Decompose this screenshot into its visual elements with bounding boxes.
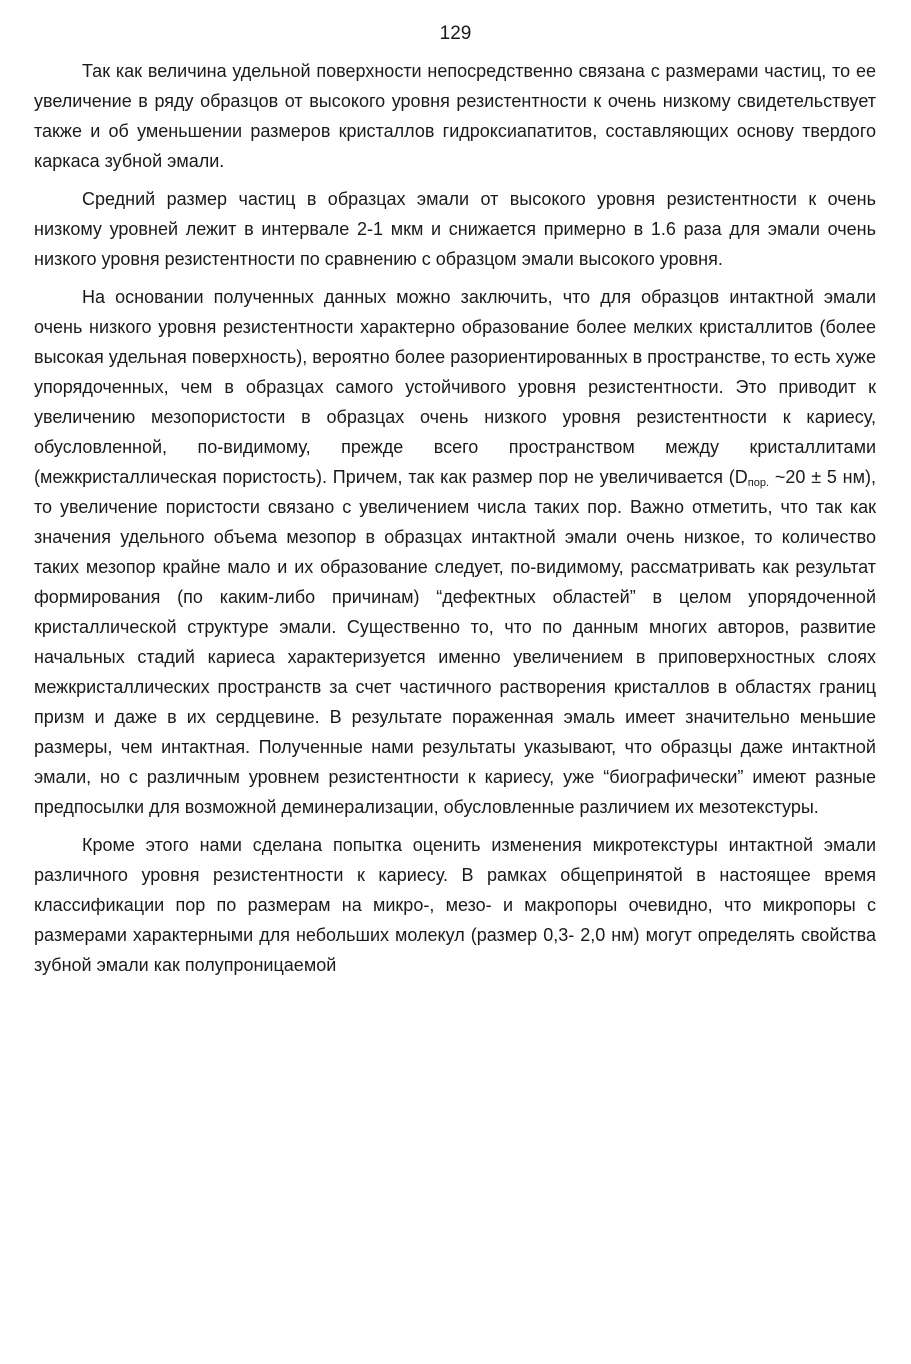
pore-diameter-subscript: пор. <box>747 477 770 489</box>
page-number: 129 <box>439 23 472 44</box>
body-text <box>34 56 876 980</box>
paragraph-3-part-1: На основании полученных данных можно заключить, что для образцов интактной эмали очень низкого уровня резистентности характерно образование более мелких кристаллитов (более высокая удельная поверхность), вероятно более разориентированных в пространстве, то есть хуже упорядоченных, чем в образцах самого устойчивого уровня резистентности. Это приводит к увеличению мезопористости в образцах очень низкого уровня резистентности к кариесу, обусловленной, по-видимому, прежде всего пространством между кристаллитами (межкристаллическая пористость). Причем, так как размер пор не увеличивается (D <box>34 287 876 487</box>
paragraph-2: Средний размер частиц в образцах эмали от высокого уровня резистентности к очень низкому уровней лежит в интервале 2-1 мкм и снижается примерно в 1.6 раза для эмали очень низкого уровня резистентности по сравнению с образцом эмали высокого уровня. <box>34 189 876 269</box>
paragraph-3 <box>34 282 876 822</box>
paragraph-4: Кроме этого нами сделана попытка оценить изменения микротекстуры интактной эмали различного уровня резистентности к кариесу. В рамках общепринятой в настоящее время классификации пор по размерам на микро-, мезо- и макропоры очевидно, что микропоры с размерами характерными для небольших молекул (размер 0,3- 2,0 нм) могут определять свойства зубной эмали как полупроницаемой <box>34 835 876 975</box>
paragraph-1: Так как величина удельной поверхности непосредственно связана с размерами частиц, то ее увеличение в ряду образцов от высокого уровня резистентности к очень низкому свидетельствует также и об уменьшении размеров кристаллов гидроксиапатитов, составляющих основу твердого каркаса зубной эмали. <box>34 61 876 171</box>
paragraph-3-part-2: ~20 ± 5 нм), то увеличение пористости связано с увеличением числа таких пор. Важно отметить, что так как значения удельного объема мезопор в образцах интактной эмали очень низкое, то количество таких мезопор крайне мало и их образование следует, по-видимому, рассматривать как результат формирования (по каким-либо причинам) “дефектных областей” в целом упорядоченной кристаллической структуре эмали. Существенно то, что по данным многих авторов, развитие начальных стадий кариеса характеризуется именно увеличением в приповерхностных слоях межкристаллических пространств за счет частичного растворения кристаллов в областях границ призм и даже в их сердцевине. В результате пораженная эмаль имеет значительно меньшие размеры, чем интактная. Полученные нами результаты указывают, что образцы даже интактной эмали, но с различным уровнем резистентности к кариесу, уже “биографически” имеют разные предпосылки для возможной деминерализации, обусловленные различием их мезотекстуры. <box>34 467 876 817</box>
